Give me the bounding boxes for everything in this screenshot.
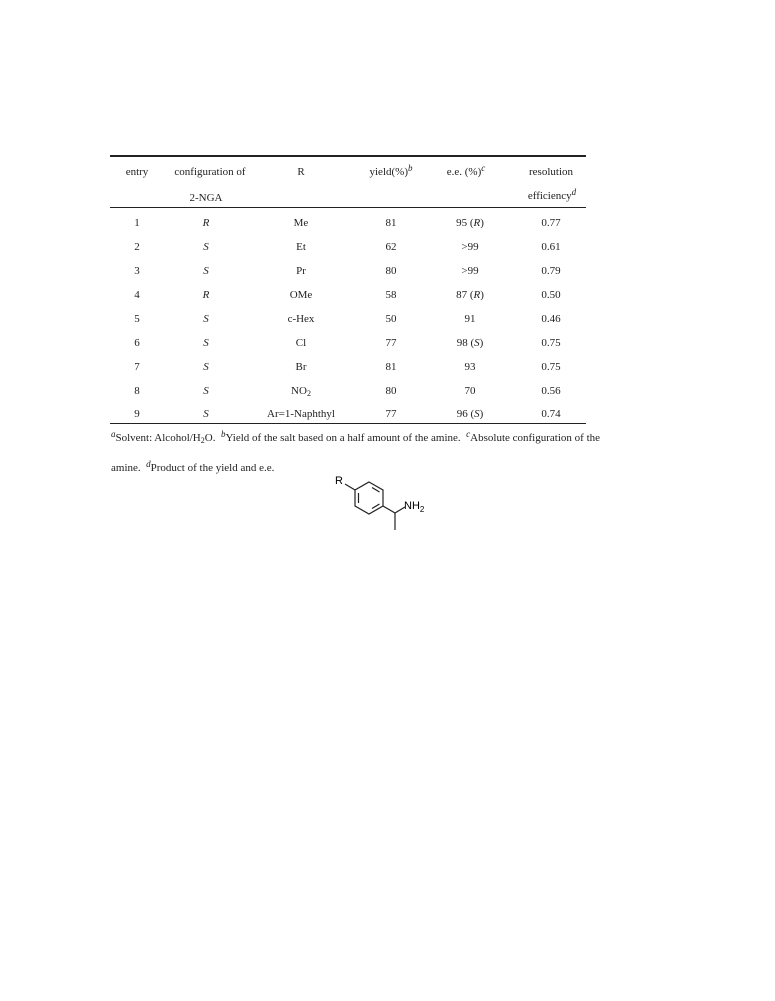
header-r: R xyxy=(297,166,305,178)
cell-res xyxy=(516,217,586,230)
cell-ee: 95 (R) xyxy=(456,217,484,229)
cell-yield xyxy=(356,241,426,254)
cell-yield xyxy=(356,385,426,398)
cell-ee-configuration: R xyxy=(473,289,481,301)
footnote-a-subscript: 2 xyxy=(200,436,205,445)
cell-yield-text: 62 xyxy=(385,241,397,253)
structure-nh2-label xyxy=(404,500,425,514)
cell-res xyxy=(516,313,586,326)
cell-res xyxy=(516,241,586,254)
cell-entry-text: 2 xyxy=(134,241,140,253)
cell-entry-text: 4 xyxy=(134,289,140,301)
footnote-mark-d: d xyxy=(571,187,577,197)
header-yield xyxy=(356,163,426,179)
header-configuration-2nga: 2-NGA xyxy=(189,192,223,204)
cell-config-text: S xyxy=(203,241,209,253)
header-resolution: resolution xyxy=(529,166,573,178)
footnote-c-text: Absolute configuration of the xyxy=(470,432,601,444)
cell-res xyxy=(516,408,586,421)
structure-nh-text: NH xyxy=(404,500,420,512)
footnote-d-mark: d xyxy=(146,459,151,469)
header-entry: entry xyxy=(125,166,149,178)
header-ee xyxy=(436,163,496,179)
cell-r xyxy=(256,289,346,302)
cell-r-subscript: 2 xyxy=(306,389,311,398)
cell-res-text: 0.77 xyxy=(541,217,561,229)
cell-ee-text: 70 xyxy=(464,385,476,397)
cell-config xyxy=(156,361,256,374)
cell-config-text: R xyxy=(202,217,210,229)
cell-entry-text: 7 xyxy=(134,361,140,373)
footnote-mark-b: b xyxy=(407,163,413,173)
cell-config xyxy=(156,385,256,398)
cell-ee-text: 98 xyxy=(456,337,468,349)
footnote-line-2 xyxy=(111,461,274,475)
cell-ee-configuration: R xyxy=(473,217,481,229)
cell-r-text: Me xyxy=(293,217,309,229)
cell-config xyxy=(156,241,256,254)
header-ee-label: e.e. (%) xyxy=(446,166,482,178)
cell-res-text: 0.56 xyxy=(541,385,561,397)
cell-entry xyxy=(112,313,162,326)
footnote-a-mark: a xyxy=(111,429,116,439)
amine-structure-diagram xyxy=(326,472,436,567)
footnote-a-text: Solvent: Alcohol/H xyxy=(115,432,201,444)
cell-config xyxy=(156,217,256,230)
footnote-c-text-continued: amine. xyxy=(111,462,141,474)
cell-entry xyxy=(112,217,162,230)
cell-r xyxy=(256,385,346,398)
cell-res xyxy=(516,361,586,374)
cell-config xyxy=(156,337,256,350)
cell-yield-text: 77 xyxy=(385,408,397,420)
cell-res xyxy=(516,289,586,302)
cell-entry xyxy=(112,385,162,398)
cell-r-text: c-Hex xyxy=(287,313,315,325)
cell-r-text: Pr xyxy=(296,265,306,277)
cell-r-text: Ar=1-Naphthyl xyxy=(267,408,335,420)
header-efficiency xyxy=(514,187,590,203)
header-configuration: configuration of xyxy=(174,166,246,178)
cell-entry-text: 8 xyxy=(134,385,140,397)
cell-config xyxy=(156,265,256,278)
cell-entry xyxy=(112,361,162,374)
cell-r xyxy=(256,361,346,374)
structure-nh2-subscript: 2 xyxy=(419,505,425,514)
cell-yield xyxy=(356,289,426,302)
cell-yield xyxy=(356,217,426,230)
cell-config xyxy=(156,289,256,302)
cell-config xyxy=(156,313,256,326)
cell-ee-configuration: S xyxy=(474,408,480,420)
footnote-b-mark: b xyxy=(220,429,226,439)
cell-entry xyxy=(112,408,162,421)
cell-r-text: Et xyxy=(296,241,306,253)
cell-config-text: S xyxy=(203,313,209,325)
cell-ee xyxy=(430,313,510,326)
cell-entry-text: 1 xyxy=(134,217,140,229)
cell-yield xyxy=(356,265,426,278)
cell-entry-text: 3 xyxy=(134,265,140,277)
cell-r xyxy=(256,408,346,421)
cell-yield-text: 80 xyxy=(385,385,397,397)
footnote-a-tail: O. xyxy=(204,432,216,444)
cell-yield-text: 58 xyxy=(385,289,397,301)
cell-ee xyxy=(430,361,510,374)
benzene-ring xyxy=(355,482,383,514)
cell-res-text: 0.75 xyxy=(541,337,561,349)
cell-r xyxy=(256,313,346,326)
cell-config-text: S xyxy=(203,337,209,349)
footnote-b-text: Yield of the salt based on a half amount of the amine. xyxy=(225,432,461,444)
cell-config xyxy=(156,408,256,421)
cell-res-text: 0.74 xyxy=(541,408,561,420)
cell-r-text: Br xyxy=(295,361,307,373)
cell-res xyxy=(516,337,586,350)
cell-config-text: S xyxy=(203,361,209,373)
cell-entry xyxy=(112,265,162,278)
cell-res-text: 0.75 xyxy=(541,361,561,373)
table-bottom-rule xyxy=(110,423,586,424)
structure-r-label: R xyxy=(335,475,343,487)
cell-r-text: NO xyxy=(291,385,307,397)
cell-entry-text: 5 xyxy=(134,313,140,325)
cell-res-text: 0.50 xyxy=(541,289,561,301)
cell-ee: 87 (R) xyxy=(456,289,484,301)
cell-config-text: S xyxy=(203,408,209,420)
cell-config-text: S xyxy=(203,385,209,397)
cell-ee-text: >99 xyxy=(461,241,479,253)
cell-r xyxy=(256,217,346,230)
cell-ee-text: 91 xyxy=(464,313,476,325)
cell-ee-configuration: S xyxy=(474,337,480,349)
cell-r-text: OMe xyxy=(289,289,313,301)
table-header-rule xyxy=(110,207,586,208)
footnote-mark-c: c xyxy=(481,163,486,173)
cell-ee-text: 96 xyxy=(456,408,468,420)
header-yield-label: yield(%) xyxy=(369,166,408,178)
cell-yield xyxy=(356,408,426,421)
cell-ee: 96 (S) xyxy=(456,408,484,420)
header-efficiency-label: efficiency xyxy=(527,190,572,202)
cell-yield xyxy=(356,361,426,374)
cell-yield-text: 50 xyxy=(385,313,397,325)
cell-ee-text: 95 xyxy=(456,217,468,229)
cell-yield-text: 81 xyxy=(385,361,397,373)
cell-ee-text: 93 xyxy=(464,361,476,373)
cell-config-text: R xyxy=(202,289,210,301)
cell-ee: 98 (S) xyxy=(456,337,484,349)
cell-config-text: S xyxy=(203,265,209,277)
cell-yield-text: 81 xyxy=(385,217,397,229)
cell-yield xyxy=(356,313,426,326)
cell-ee-text: 87 xyxy=(456,289,468,301)
cell-yield-text: 80 xyxy=(385,265,397,277)
cell-yield xyxy=(356,337,426,350)
cell-entry xyxy=(112,337,162,350)
cell-res xyxy=(516,385,586,398)
cell-yield-text: 77 xyxy=(385,337,397,349)
cell-entry-text: 9 xyxy=(134,408,140,420)
footnote-d-text: Product of the yield and e.e. xyxy=(150,462,275,474)
cell-r xyxy=(256,337,346,350)
cell-res-text: 0.61 xyxy=(541,241,561,253)
cell-r xyxy=(256,241,346,254)
cell-ee xyxy=(430,241,510,254)
cell-res-text: 0.79 xyxy=(541,265,561,277)
cell-entry xyxy=(112,241,162,254)
cell-entry xyxy=(112,289,162,302)
cell-ee xyxy=(430,265,510,278)
cell-r xyxy=(256,265,346,278)
cell-r-text: Cl xyxy=(295,337,307,349)
cell-res xyxy=(516,265,586,278)
footnote-c-mark: c xyxy=(466,429,471,439)
table-top-rule xyxy=(110,155,586,157)
footnote-line-1 xyxy=(111,431,600,445)
cell-entry-text: 6 xyxy=(134,337,140,349)
cell-res-text: 0.46 xyxy=(541,313,561,325)
cell-ee-text: >99 xyxy=(461,265,479,277)
cell-ee xyxy=(430,385,510,398)
